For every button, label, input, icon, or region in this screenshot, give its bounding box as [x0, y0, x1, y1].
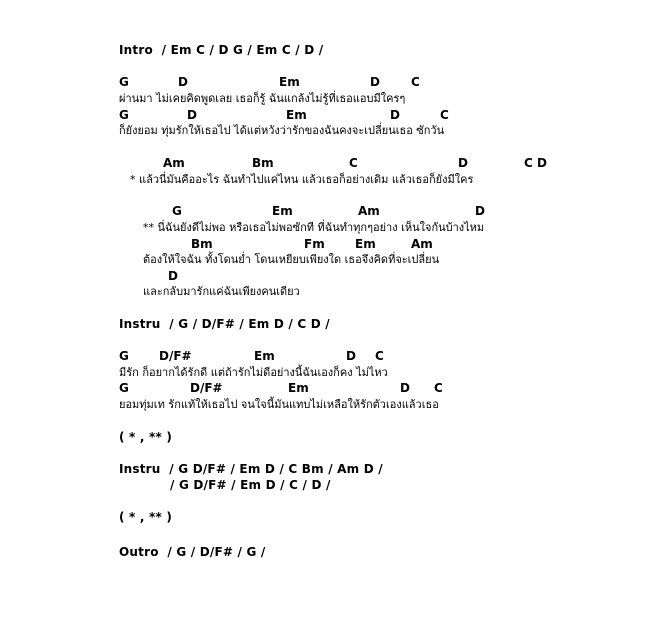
- repeat-marker-2: ( * , ** ): [119, 510, 173, 524]
- chord: Em: [272, 204, 293, 218]
- chord: Am: [358, 204, 380, 218]
- chord: Em: [355, 237, 376, 251]
- instru-line-1: Instru / G / D/F# / Em D / C D /: [119, 317, 330, 331]
- chord: C: [375, 349, 384, 363]
- chord: Fm: [304, 237, 325, 251]
- chord: D: [458, 156, 468, 170]
- chord: D: [346, 349, 356, 363]
- chord: Em: [288, 381, 309, 395]
- verse1-lyric-2: ก็ยังยอม ทุ่มรักให้เธอไป ได้แต่หวังว่ารักของฉันคงจะเปลี่ยนเธอ ซักวัน: [119, 124, 445, 137]
- chord: D: [187, 108, 197, 122]
- instru-line-2: Instru / G D/F# / Em D / C Bm / Am D /: [119, 462, 383, 476]
- chorus-lyric-1: ** นี่ฉันยังดีไม่พอ หรือเธอไม่พอซักที ที่ฉันทำทุกๆอย่าง เห็นใจกันบ้างไหม: [143, 221, 485, 234]
- chord: Em: [279, 75, 300, 89]
- chord: Am: [411, 237, 433, 251]
- chord: D: [390, 108, 400, 122]
- intro-line: Intro / Em C / D G / Em C / D /: [119, 43, 324, 57]
- chord: G: [119, 349, 129, 363]
- verse2-lyric-1: มีรัก ก็อยากได้รักดี แต่ถ้ารักไม่ดีอย่างนี้ฉันเองก็คง ไม่ไหว: [119, 366, 388, 379]
- chord: D: [400, 381, 410, 395]
- chord: C: [434, 381, 443, 395]
- chord: Bm: [252, 156, 274, 170]
- chord: D: [178, 75, 188, 89]
- chord: G: [119, 75, 129, 89]
- chord: C: [440, 108, 449, 122]
- chord: G: [119, 381, 129, 395]
- chord: Em: [254, 349, 275, 363]
- chord: Am: [163, 156, 185, 170]
- chord: G: [119, 108, 129, 122]
- chord: D: [168, 269, 178, 283]
- chord: G: [172, 204, 182, 218]
- chord: C: [411, 75, 420, 89]
- chord: D: [370, 75, 380, 89]
- verse1-lyric-1: ผ่านมา ไม่เคยคิดพูดเลย เธอก็รู้ ฉันแกล้งไม่รู้ที่เธอแอบมีใครๆ: [119, 92, 406, 105]
- outro-line: Outro / G / D/F# / G /: [119, 545, 266, 559]
- chord: Bm: [191, 237, 213, 251]
- chord: D/F#: [159, 349, 192, 363]
- chord: C: [349, 156, 358, 170]
- chord: C D: [524, 156, 547, 170]
- chorus-lyric-3: และกลับมารักแค่ฉันเพียงคนเดียว: [143, 285, 300, 298]
- repeat-marker-1: ( * , ** ): [119, 430, 173, 444]
- chorus-lyric-2: ต้องให้ใจฉัน ทั้งโดนย่ำ โดนเหยียบเพียงใด เธอจึงคิดที่จะเปลี่ยน: [143, 253, 440, 266]
- verse2-lyric-2: ยอมทุ่มเท รักแท้ให้เธอไป จนใจนี้มันแทบไม่เหลือให้รักตัวเองแล้วเธอ: [119, 398, 439, 411]
- chord: D: [475, 204, 485, 218]
- chord: D/F#: [190, 381, 223, 395]
- prechorus-lyric: * แล้วนี่มันคืออะไร ฉันทำไปแค่ไหน แล้วเธอก็อย่างเดิม แล้วเธอก็ยังมีใคร: [130, 173, 474, 186]
- instru-line-2-continued: / G D/F# / Em D / C / D /: [170, 478, 331, 492]
- chord: Em: [286, 108, 307, 122]
